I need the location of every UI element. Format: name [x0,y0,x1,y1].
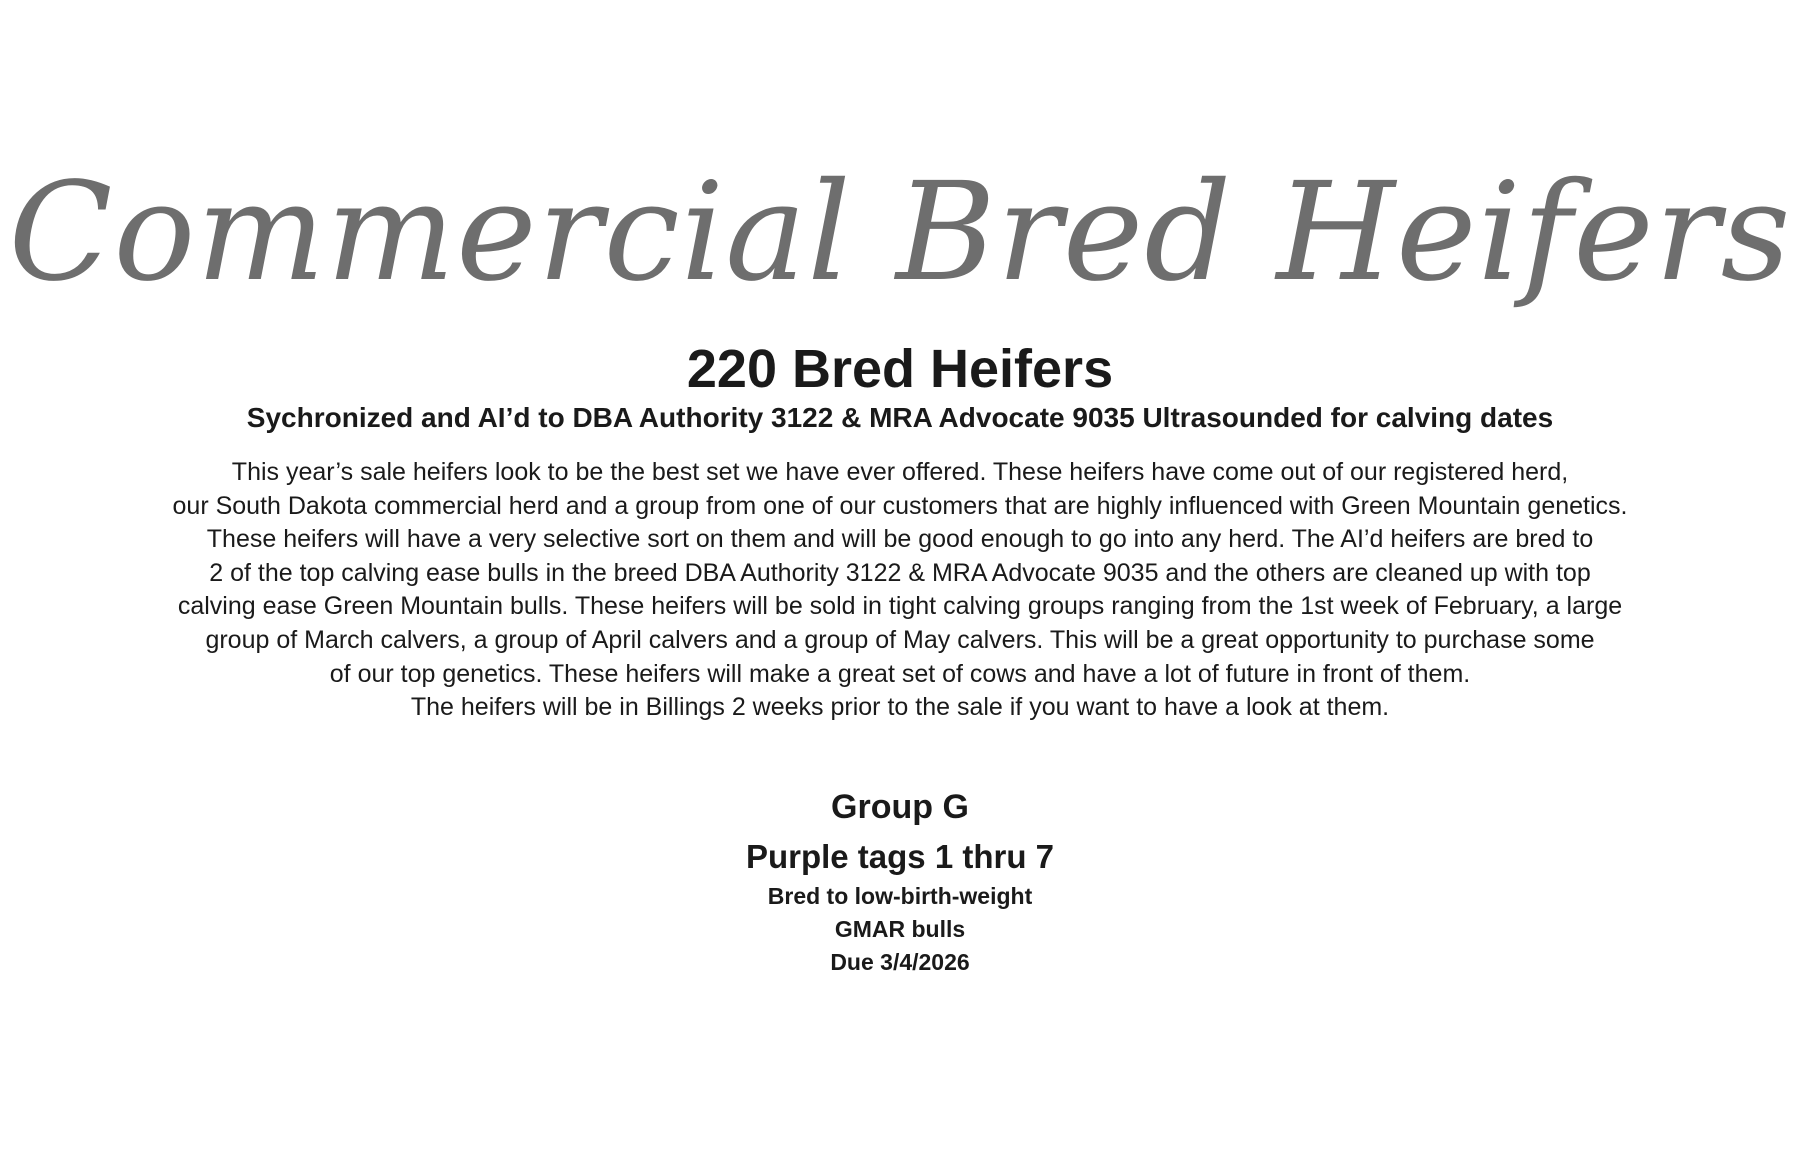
group-name: Group G [831,788,969,826]
description-line: 2 of the top calving ease bulls in the breed DBA Authority 3122 & MRA Advocate 9035 and the others are cleaned up with top [209,558,1591,587]
group-detail-bulls: GMAR bulls [834,916,966,942]
group-tags: Purple tags 1 thru 7 [745,838,1055,875]
description-paragraph [0,456,1800,725]
description-line: of our top genetics. These heifers will make a great set of cows and have a lot of future in front of them. [329,659,1471,688]
subheadline: Sychronized and AI’d to DBA Authority 3122 & MRA Advocate 9035 Ultrasounded for calving dates [246,402,1554,433]
script-title: Commercial Bred Heifers [8,154,1792,312]
description-line: This year’s sale heifers look to be the best set we have ever offered. These heifers have come out of our registered herd, [231,458,1569,486]
group-info [0,784,1800,979]
headline: 220 Bred Heifers [686,339,1114,399]
description-line: These heifers will have a very selective sort on them and will be good enough to go into any herd. The AI’d heifers are bred to [206,525,1594,554]
description-line: group of March calvers, a group of April calvers and a group of May calvers. This will be a great opportunity to purchase some [205,625,1595,654]
description-line: The heifers will be in Billings 2 weeks prior to the sale if you want to have a look at them. [410,693,1390,722]
group-detail-due-date: Due 3/4/2026 [830,949,970,975]
group-detail-breeding: Bred to low-birth-weight [767,883,1033,909]
description-line: our South Dakota commercial herd and a group from one of our customers that are highly influenced with Green Mountain genetics. [172,491,1628,520]
description-line: calving ease Green Mountain bulls. These heifers will be sold in tight calving groups ranging from the 1st week of February, a large [177,592,1623,621]
